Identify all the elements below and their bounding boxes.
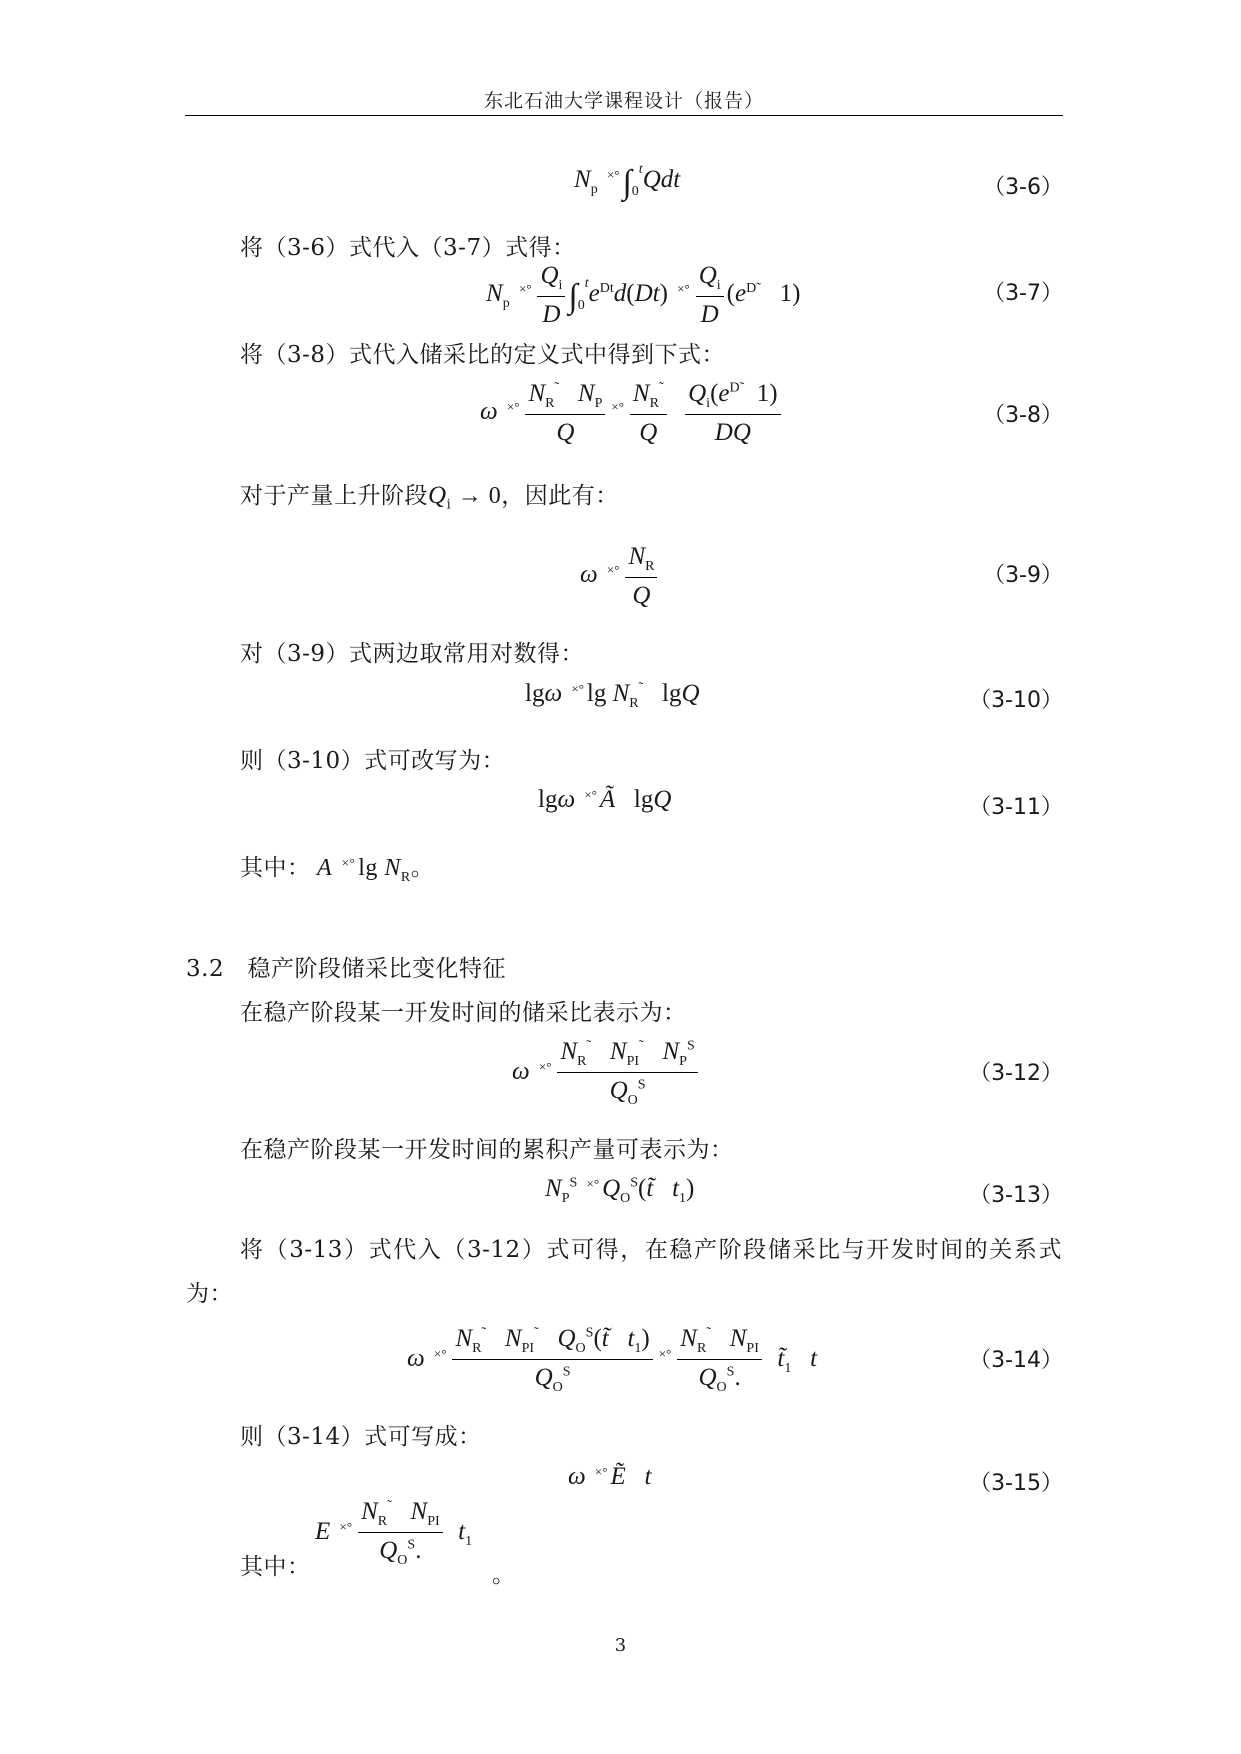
- paragraph-text: 其中： A ×° $\lg N_R$。: [240, 855, 435, 885]
- equation-e-definition: E ×° $\frac{N_R^˜ N_{PI}}{Q_O^S.}$ $t_1$: [315, 1498, 473, 1568]
- equation-number: （3-7）: [983, 281, 1063, 306]
- equation-3-11: lgω ×° Ã lgQ: [538, 786, 672, 813]
- paragraph-text: 对于产量上升阶段$Q_i \to 0$，因此有：: [240, 482, 619, 513]
- equation-3-12: ω ×° $\frac{N_R^˜ N_{PI}^˜ N_P^S}{Q_O^S}$: [512, 1038, 701, 1109]
- equation-number: （3-9）: [983, 563, 1063, 588]
- paragraph-text: 在稳产阶段某一开发时间的累积产量可表示为：: [240, 1137, 734, 1163]
- paragraph-text: 将（3-6）式代入（3-7）式得：: [240, 235, 576, 261]
- equation-3-15: ω ×° Ẽ t: [568, 1463, 652, 1490]
- equation-number: （3-10）: [969, 688, 1063, 713]
- paragraph-text: 。: [492, 1562, 516, 1588]
- equation-number: （3-12）: [969, 1061, 1063, 1086]
- equation-number: （3-11）: [969, 795, 1063, 820]
- page-header: 东北石油大学课程设计（报告）: [483, 90, 764, 112]
- equation-number: （3-14）: [969, 1348, 1063, 1373]
- equation-number: （3-15）: [969, 1471, 1063, 1496]
- paragraph-text: 在稳产阶段某一开发时间的储采比表示为：: [240, 1000, 687, 1026]
- section-title: 3.2 稳产阶段储采比变化特征: [186, 956, 507, 982]
- equation-3-13: $N_P^S$ ×° $Q_O^S(t̃$ $t_1$): [545, 1175, 695, 1206]
- paragraph-text: 将（3-8）式代入储采比的定义式中得到下式：: [240, 342, 726, 368]
- paragraph-text: 其中：: [240, 1554, 311, 1580]
- equation-3-6: $N_p$ $^{\times^\circ}\int_0^tQdt$: [574, 162, 681, 201]
- equation-3-14: ω ×° $\frac{N_R^˜ N_{PI}^˜ Q_O^S(t̃ t_1)}{Q_O^S}$ ×° $\frac{N_R^˜ N_{PI}}{Q_O^S.}$ $t̃_1$ t: [407, 1325, 818, 1395]
- equation-3-10: lgω ×° $\lg N_R^˜$ lgQ: [525, 680, 700, 711]
- page-number: 3: [614, 1635, 627, 1656]
- equation-3-7: $N_p$ ×° $\frac{Q_i}{D}$ $\int_0^te^{Dt}d(Dt)$ ×° $\frac{Q_i}{D}$ ($e^{D˜}$ 1): [486, 262, 801, 328]
- header-rule: [185, 115, 1063, 116]
- paragraph-text: 则（3-10）式可改写为：: [240, 748, 506, 774]
- paragraph-text: 将（3-13）式代入（3-12）式可得，在稳产阶段储采比与开发时间的关系式为：: [186, 1237, 1062, 1307]
- equation-number: （3-6）: [983, 175, 1063, 200]
- paragraph-text: 对（3-9）式两边取常用对数得：: [240, 641, 585, 667]
- equation-number: （3-8）: [983, 403, 1063, 428]
- equation-3-9: ω ×° $\frac{N_R}{Q}$: [580, 543, 660, 610]
- equation-3-8: ω ×° $\frac{N_R^˜ N_P}{Q}$ ×° $\frac{N_R^˜}{Q}$ $\frac{Q_i(e^{D˜} 1)}{DQ}$: [480, 380, 784, 447]
- equation-number: （3-13）: [969, 1183, 1063, 1208]
- paragraph-text: 则（3-14）式可写成：: [240, 1424, 482, 1450]
